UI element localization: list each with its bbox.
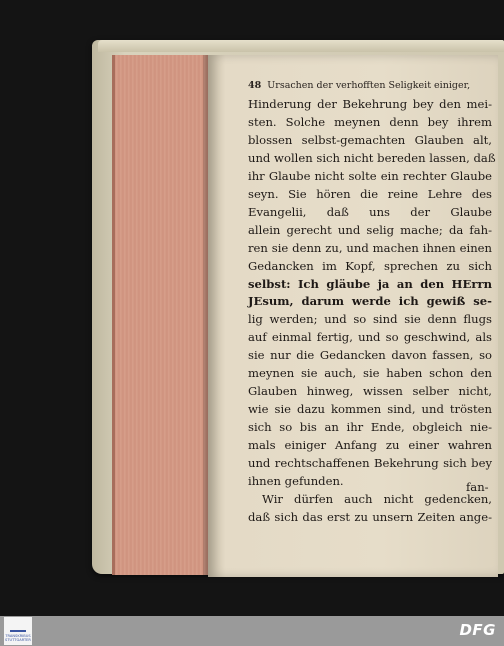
running-header	[248, 80, 496, 91]
text-line: ren sie denn zu, und machen ihnen einen	[248, 240, 492, 255]
text-line: Glauben hinweg, wissen selber nicht,	[248, 384, 492, 399]
page-number: 48	[248, 80, 262, 91]
text-line-emphasis: selbst: Ich gläube ja an den HErrn	[248, 276, 492, 291]
dfg-logo: DFG	[459, 621, 496, 639]
viewer-footer-bar	[0, 616, 504, 646]
text-line: mals einiger Anfang zu einer wahren	[248, 438, 492, 453]
catchword: fan-	[466, 480, 489, 494]
text-line: meynen sie auch, sie haben schon den	[248, 366, 492, 381]
library-logo-text: TRANSKRIBUS STUTTGARTER	[5, 634, 31, 642]
text-line: sie nur die Gedancken davon fassen, so	[248, 348, 492, 363]
text-line: seyn. Sie hören die reine Lehre des	[248, 186, 492, 201]
text-line: daß sich das erst zu unsern Zeiten ange-	[248, 509, 492, 524]
text-line: sich so bis an ihr Ende, obgleich nie-	[248, 420, 492, 435]
page-edges	[112, 55, 211, 575]
text-line: ihnen gefunden.	[248, 474, 344, 489]
text-line: blossen selbst-gemachten Glauben alt,	[248, 132, 492, 147]
text-line: Hinderung der Bekehrung bey den mei-	[248, 97, 492, 111]
text-line: auf einmal fertig, und so geschwind, als	[248, 330, 492, 345]
text-line-emphasis: JEsum, darum werde ich gewiß se-	[248, 294, 492, 309]
text-line: lig werden; und so sind sie denn flugs	[248, 312, 492, 327]
text-line: Wir dürfen auch nicht gedencken,	[262, 491, 492, 506]
text-line: sten. Solche meynen denn bey ihrem	[248, 114, 492, 129]
library-logo-mark-icon	[10, 620, 26, 632]
text-line: und wollen sich nicht bereden lassen, daß	[248, 150, 496, 165]
text-line: allein gerecht und selig mache; da fah-	[248, 222, 492, 237]
text-line: und rechtschaffenen Bekehrung sich bey	[248, 456, 492, 471]
book-cover-top-edge	[98, 40, 504, 52]
running-head-text: Ursachen der verhofften Seligkeit einiger,	[267, 80, 471, 91]
text-line: Evangelii, daß uns der Glaube	[248, 204, 492, 219]
text-line: ihr Glaube nicht solte ein rechter Glaube	[248, 168, 492, 183]
page-text-block	[248, 96, 496, 527]
text-line: Gedancken im Kopf, sprechen zu sich	[248, 258, 492, 273]
text-line: wie sie dazu kommen sind, und trösten	[248, 402, 492, 417]
